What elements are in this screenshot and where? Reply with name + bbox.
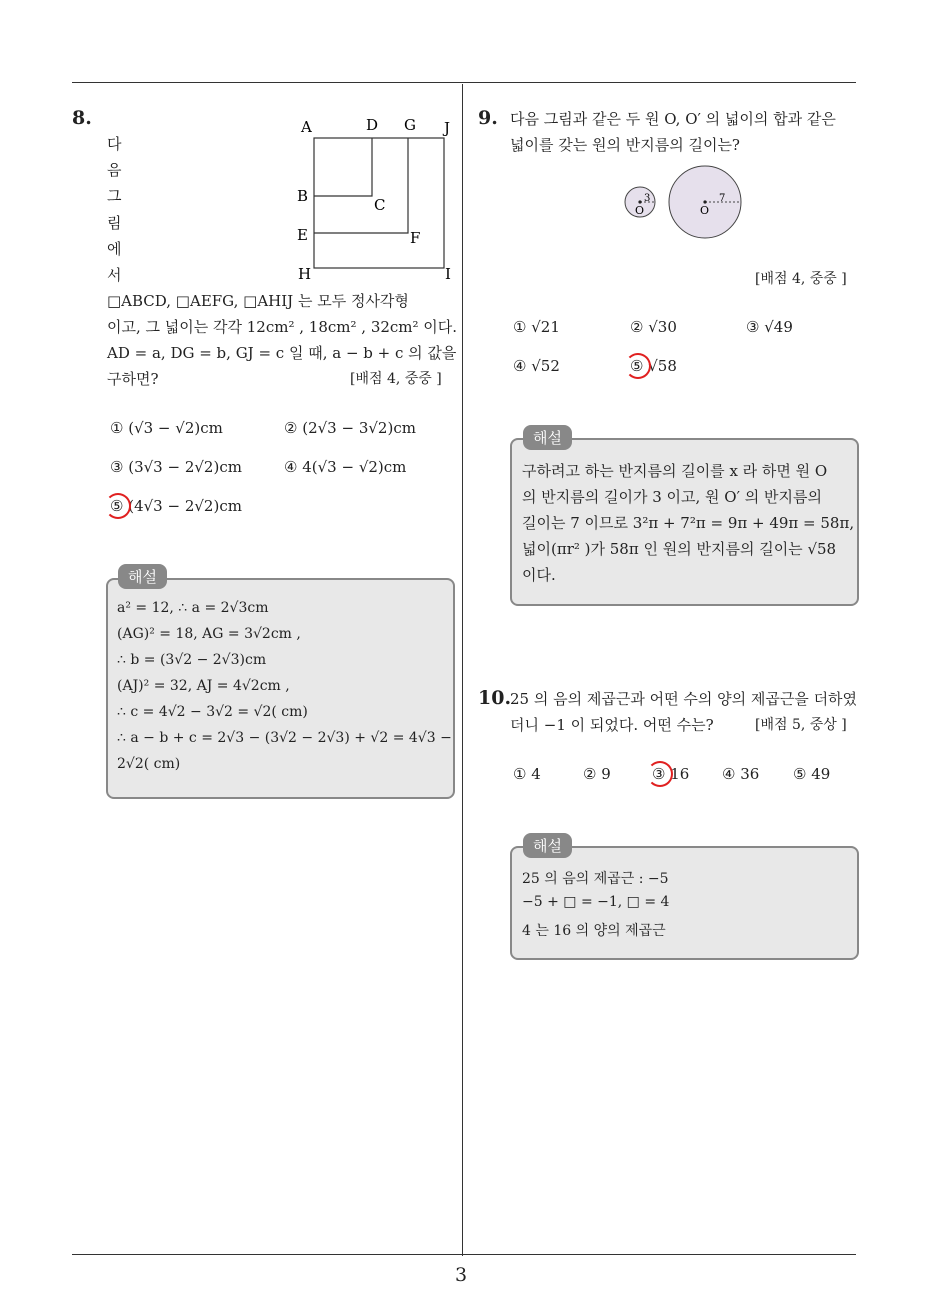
question-8-line3: AD = a, DG = b, GJ = c 일 때, a − b + c 의 값을: [107, 344, 457, 362]
question-8-number: 8.: [72, 107, 92, 129]
top-rule: [72, 82, 856, 83]
q8-solution-line: (AG)² = 18, AG = 3√2cm ,: [117, 626, 301, 642]
q10-option-2[interactable]: ② 9: [583, 765, 611, 783]
q10-option-5[interactable]: ⑤ 49: [793, 765, 831, 783]
q9-option-5[interactable]: ⑤ √58: [630, 357, 677, 375]
q9-solution-line: 길이는 7 이므로 3²π + 7²π = 9π + 49π = 58π,: [522, 514, 855, 532]
vertical-char: 서: [107, 266, 122, 284]
q10-answer-mark: [647, 761, 673, 787]
question-9-number: 9.: [478, 107, 498, 129]
q9-option-2[interactable]: ② √30: [630, 318, 677, 336]
q8-solution-line: ∴ c = 4√2 − 3√2 = √2( cm): [117, 704, 308, 720]
question-8-line4: 구하면?: [107, 370, 159, 388]
q10-option-1[interactable]: ① 4: [513, 765, 541, 783]
label-D: D: [366, 116, 379, 134]
label-C: C: [374, 196, 386, 214]
vertical-char: 에: [107, 240, 122, 258]
q9-option-1[interactable]: ① √21: [513, 318, 560, 336]
vertical-char: 그: [107, 187, 122, 205]
q8-solution-line: ∴ a − b + c = 2√3 − (3√2 − 2√3) + √2 = 4√3 −: [117, 730, 452, 746]
label-H: H: [298, 265, 312, 283]
label-J: J: [444, 119, 451, 137]
question-8-line2: 이고, 그 넓이는 각각 12cm² , 18cm² , 32cm² 이다.: [107, 318, 458, 336]
vertical-char: 음: [107, 161, 122, 179]
q8-option-5[interactable]: ⑤ (4√3 − 2√2)cm: [110, 497, 242, 515]
q9-option-3[interactable]: ③ √49: [746, 318, 793, 336]
q8-solution-line: (AJ)² = 32, AJ = 4√2cm ,: [117, 678, 290, 694]
q8-option-1[interactable]: ① (√3 − √2)cm: [110, 419, 223, 437]
q8-solution-line: a² = 12, ∴ a = 2√3cm: [117, 600, 269, 616]
vertical-char: 림: [107, 214, 122, 232]
label-G: G: [404, 116, 416, 134]
big-circle-radius: 7: [719, 193, 726, 204]
question-10-score: [배점 5, 중상 ]: [755, 717, 847, 733]
q9-solution-line: 넓이(πr² )가 58π 인 원의 반지름의 길이는 √58: [522, 540, 837, 558]
q10-option-4[interactable]: ④ 36: [722, 765, 760, 783]
q9-solution-tag: 해설: [523, 425, 572, 450]
q9-solution-line: 이다.: [522, 566, 556, 584]
label-B: B: [297, 187, 309, 205]
q9-solution-line: 의 반지름의 길이가 3 이고, 원 O′ 의 반지름의: [522, 488, 823, 506]
page-number: 3: [455, 1264, 468, 1286]
question-10-line1: 25 의 음의 제곱근과 어떤 수의 양의 제곱근을 더하였: [510, 690, 858, 708]
column-divider: [462, 84, 463, 1256]
q9-answer-mark: [625, 353, 651, 379]
q8-option-4[interactable]: ④ 4(√3 − √2)cm: [284, 458, 407, 476]
two-circles-figure: [618, 164, 748, 244]
label-E: E: [297, 226, 308, 244]
q10-solution-line: −5 + □ = −1, □ = 4: [522, 894, 670, 910]
big-circle-label: O: [700, 204, 710, 217]
q10-option-3[interactable]: ③ 16: [652, 765, 690, 783]
nested-squares-figure: [290, 112, 460, 284]
vertical-char: 다: [107, 135, 122, 153]
q10-solution-line: 25 의 음의 제곱근 : −5: [522, 871, 669, 887]
q9-option-4[interactable]: ④ √52: [513, 357, 560, 375]
question-10-line2: 더니 −1 이 되었다. 어떤 수는?: [510, 716, 714, 734]
label-I: I: [445, 265, 451, 283]
q8-solution-tag: 해설: [118, 564, 167, 589]
small-circle-label: O: [635, 204, 645, 217]
question-9-line1: 다음 그림과 같은 두 원 O, O′ 의 넓이의 합과 같은: [510, 110, 836, 128]
q8-option-3[interactable]: ③ (3√3 − 2√2)cm: [110, 458, 242, 476]
bottom-rule: [72, 1254, 856, 1255]
question-8-score: [배점 4, 중중 ]: [350, 371, 442, 387]
question-9-score: [배점 4, 중중 ]: [755, 271, 847, 287]
q8-option-2[interactable]: ② (2√3 − 3√2)cm: [284, 419, 416, 437]
label-A: A: [301, 118, 312, 136]
q9-solution-line: 구하려고 하는 반지름의 길이를 x 라 하면 원 O: [522, 462, 828, 480]
question-9-line2: 넓이를 갖는 원의 반지름의 길이는?: [510, 136, 740, 154]
question-8-line1: □ABCD, □AEFG, □AHIJ 는 모두 정사각형: [107, 292, 409, 310]
q8-solution-line: 2√2( cm): [117, 756, 181, 772]
label-F: F: [410, 229, 421, 247]
q8-solution-line: ∴ b = (3√2 − 2√3)cm: [117, 652, 267, 668]
small-circle-radius: 3: [644, 193, 651, 204]
q10-solution-line: 4 는 16 의 양의 제곱근: [522, 923, 666, 939]
question-10-number: 10.: [478, 687, 512, 709]
q8-answer-mark: [105, 493, 131, 519]
q10-solution-tag: 해설: [523, 833, 572, 858]
